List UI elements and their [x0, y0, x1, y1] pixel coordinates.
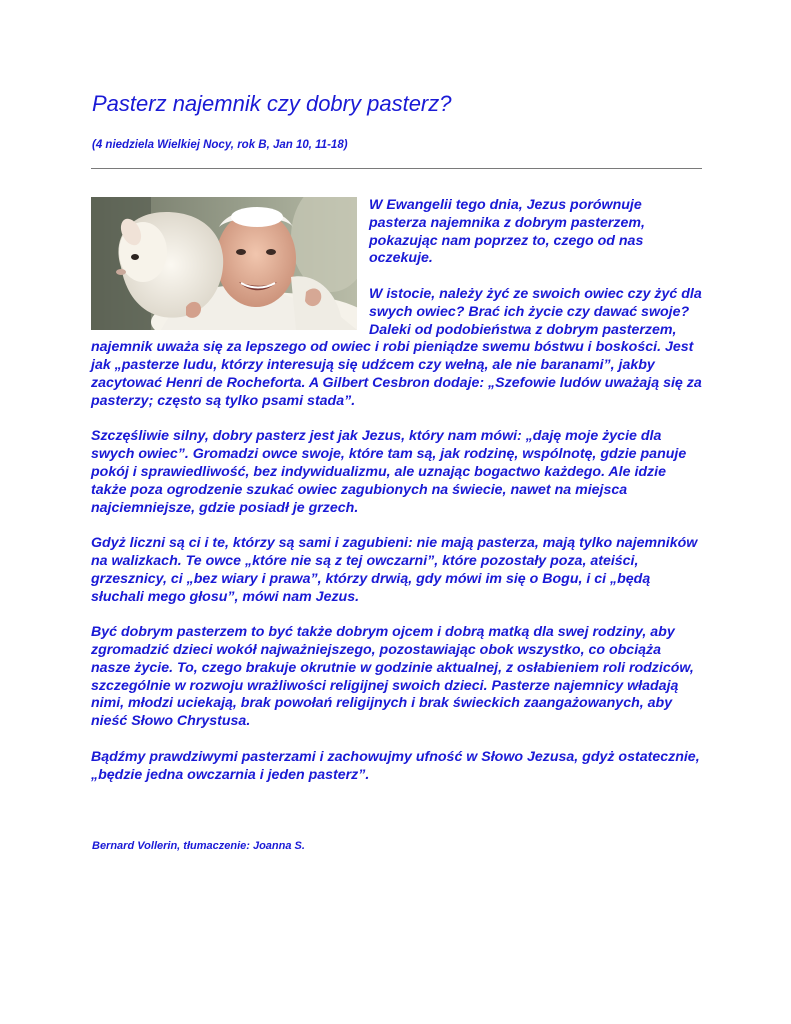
paragraph-5: Być dobrym pasterzem to być także dobrym ojcem i dobrą matką dla swej rodziny, aby zgromadzić dzieci wokół najważniejszego, pozostawiając obok wszystko, co obciąża nasze życie. To, czego brakuje okrutnie w godzinie aktualnej, z osłabieniem roli rodziców, szczególnie w rozwoju wrażliwości religijnej swoich dzieci. Pasterze najemnicy władają nimi, młodzi uciekają, brak powołań religijnych i brak świeckich zaangażowanych, aby nieść Słowo Chrystusa. [91, 624, 694, 730]
paragraph-2: W istocie, należy żyć ze swoich owiec czy żyć dla swych owiec? Brać ich życie czy dawać swoje? Daleki od podobieństwa z dobrym pasterzem, najemnik uważa się za lepszego od owiec i robi pieniądze swemu bóstwu i boskości. Jest jak „pasterze ludu, którzy interesują się udźcem czy wełną, ale nie baranami”, jakby zacytować Henri de Rocheforta. A Gilbert Cesbron dodaje: „Szefowie ludów uważają się za pasterzy; często są tylko psami stada”. [91, 285, 702, 409]
horizontal-divider [91, 168, 702, 169]
paragraph-4: Gdyż liczni są ci i te, którzy są sami i zagubieni: nie mają pasterza, mają tylko najemników na walizkach. Te owce „które nie są z tej owczarni”, które pozostały poza, ateiści, grzesznicy, ci „bez wiary i prawa”, którzy drwią, gdy mówi im się o Bogu, i ci „będą słuchali mego głosu”, mówi nam Jezus. [91, 535, 698, 605]
paragraph-3: Szczęśliwie silny, dobry pasterz jest jak Jezus, który nam mówi: „daję moje życie dla swych owiec”. Gromadzi owce swoje, które tam są, jak rodzinę, wspólnotę, gdzie panuje pokój i sprawiedliwość, bez indywidualizmu, ale uznając bogactwo każdego. Ale idzie także poza ogrodzenie szukać owiec zagubionych na świecie, nawet na miejsca najciemniejsze, gdzie posiadł je grzech. [91, 428, 687, 516]
document-title: Pasterz najemnik czy dobry pasterz? [92, 91, 452, 116]
document-subtitle: (4 niedziela Wielkiej Nocy, rok B, Jan 10, 11-18) [92, 139, 348, 151]
paragraph-1: W Ewangelii tego dnia, Jezus porównuje pasterza najemnika z dobrym pasterzem, pokazując nam poprzez to, czego od nas oczekuje. [369, 197, 645, 267]
article-body [91, 197, 703, 802]
author-signature: Bernard Vollerin, tłumaczenie: Joanna S. [92, 840, 305, 852]
paragraph-6: Bądźmy prawdziwymi pasterzami i zachowujmy ufność w Słowo Jezusa, gdyż ostatecznie, „będzie jedna owczarnia i jeden pasterz”. [91, 748, 700, 783]
photo-spacer [91, 197, 369, 339]
